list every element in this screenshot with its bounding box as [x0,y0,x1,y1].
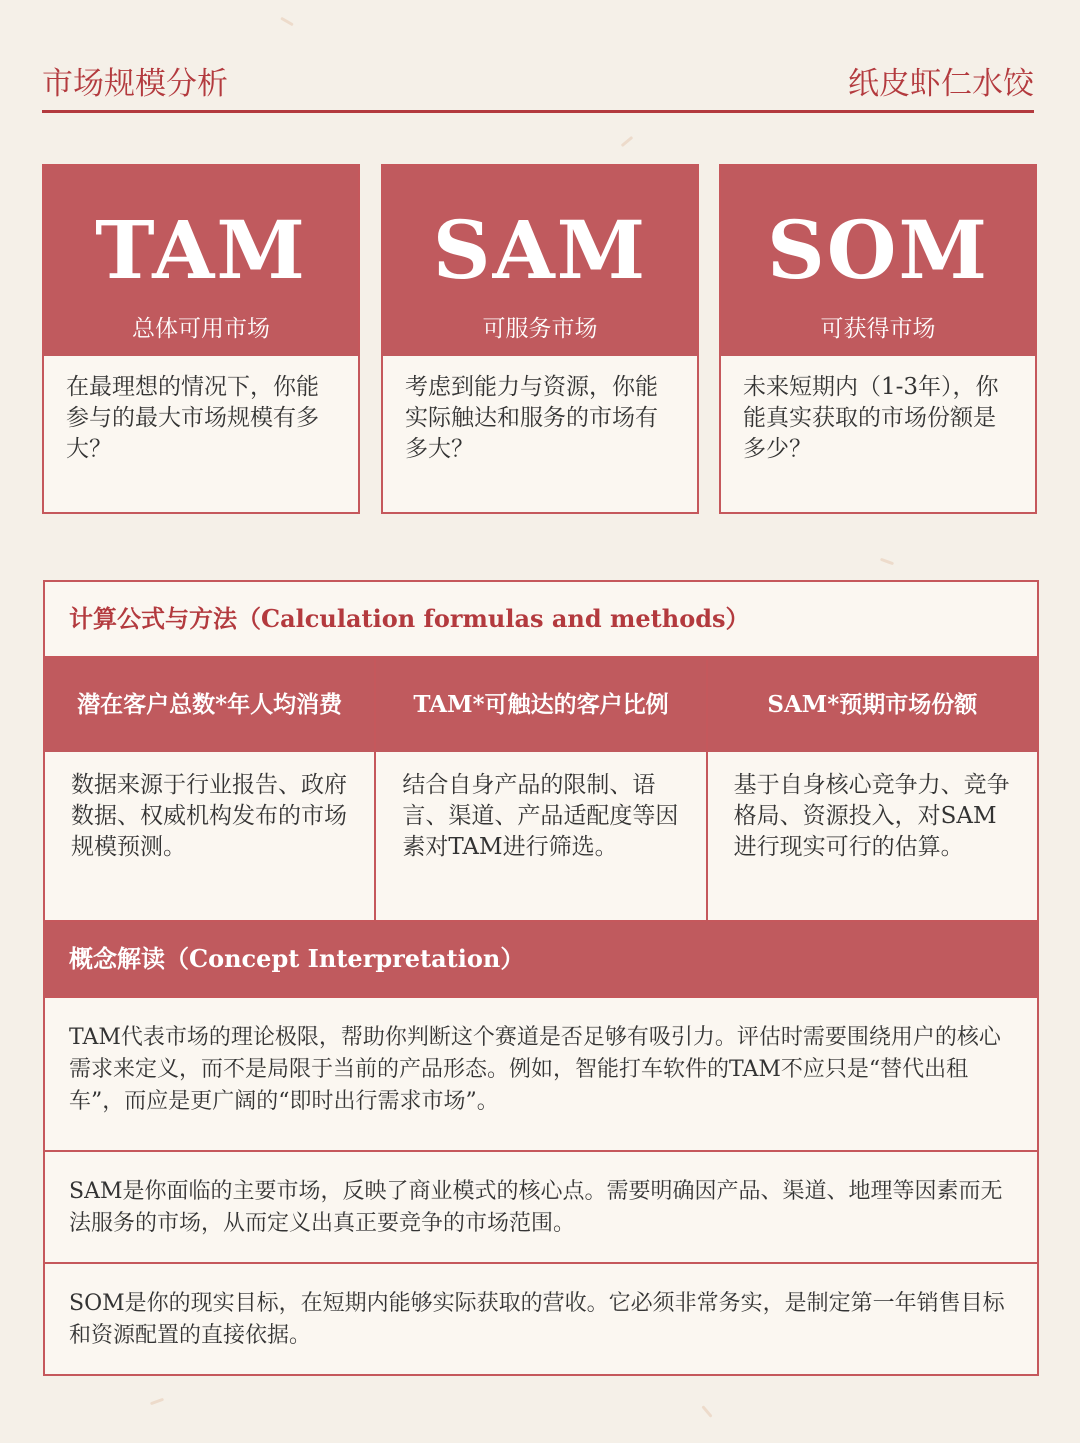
card-abbr: TAM [95,203,307,297]
paper-texture [701,1405,712,1418]
card-header [44,166,358,356]
concept-title: 概念解读（Concept Interpretation） [45,922,1037,996]
concept-paragraph-sam: SAM是你面临的主要市场，反映了商业模式的核心点。需要明确因产品、渠道、地理等因素而无法服务的市场，从而定义出真正要竞争的市场范围。 [45,1150,1037,1262]
card-som [719,164,1037,514]
concept-paragraph-som: SOM是你的现实目标，在短期内能够实际获取的营收。它必须非常务实，是制定第一年销售目标和资源配置的直接依据。 [45,1262,1037,1374]
formula-column-head: 潜在客户总数*年人均消费 [45,658,374,752]
card-header [721,166,1035,356]
page-title: 市场规模分析 [42,66,228,102]
card-name: 总体可用市场 [132,316,270,342]
formula-section [43,580,1039,922]
card-description: 在最理想的情况下，你能参与的最大市场规模有多大？ [66,374,319,462]
card-description: 考虑到能力与资源，你能实际触达和服务的市场有多大？ [405,374,658,462]
card-tam [42,164,360,514]
card-name: 可服务市场 [482,316,598,342]
card-name: 可获得市场 [820,316,936,342]
card-sam [381,164,699,514]
formula-column-body: 结合自身产品的限制、语言、渠道、产品适配度等因素对TAM进行筛选。 [402,772,679,860]
formula-column-body: 基于自身核心竞争力、竞争格局、资源投入，对SAM进行现实可行的估算。 [733,772,1010,860]
formula-column-body: 数据来源于行业报告、政府数据、权威机构发布的市场规模预测。 [71,772,347,860]
brand-name: 纸皮虾仁水饺 [848,66,1034,102]
header-bar [42,52,1034,113]
card-description: 未来短期内（1-3年），你能真实获取的市场份额是多少？ [743,374,999,462]
paper-texture [880,558,894,566]
concept-section [43,922,1039,1376]
formula-title: 计算公式与方法（Calculation formulas and methods） [45,582,1037,658]
formula-column-head: TAM*可触达的客户比例 [376,658,705,752]
card-abbr: SOM [766,203,989,297]
paper-texture [150,1398,164,1406]
formula-column-sam [376,658,707,922]
formula-column-head: SAM*预期市场份额 [708,658,1037,752]
card-header [383,166,697,356]
concept-paragraph-tam: TAM代表市场的理论极限，帮助你判断这个赛道是否足够有吸引力。评估时需要围绕用户的核心需求来定义，而不是局限于当前的产品形态。例如，智能打车软件的TAM不应只是“替代出租车”，而应是更广阔的“即时出行需求市场”。 [45,996,1037,1150]
formula-column-tam [45,658,376,922]
card-abbr: SAM [432,203,648,297]
paper-texture [621,136,634,147]
formula-column-som [708,658,1037,922]
paper-texture [280,17,294,27]
